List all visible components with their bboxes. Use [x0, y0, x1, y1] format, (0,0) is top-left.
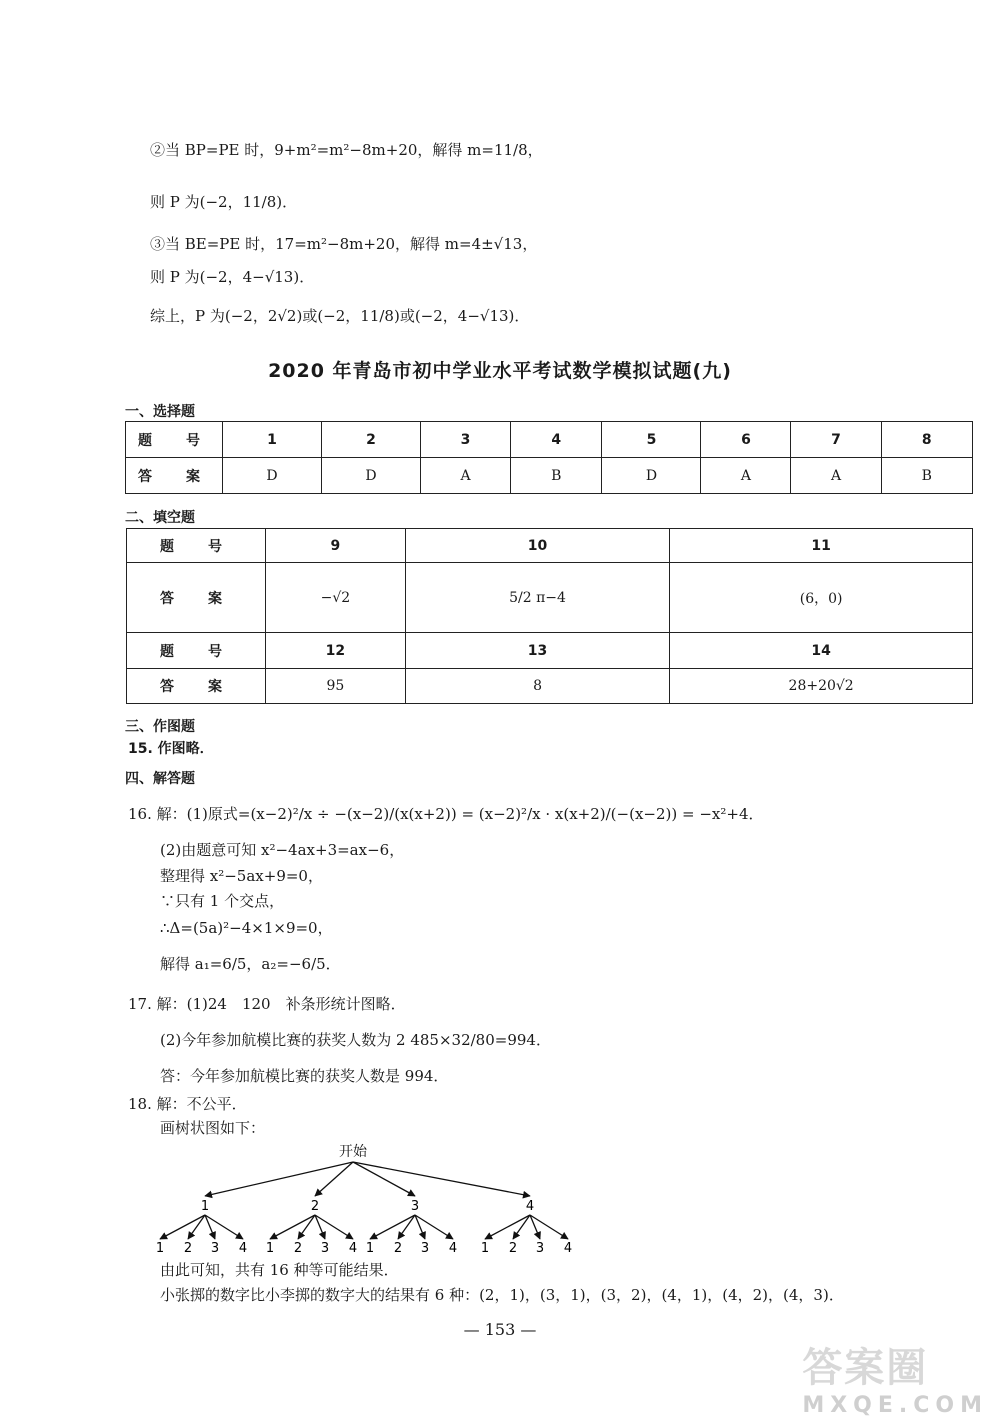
tree-node-level2: 4	[563, 1241, 573, 1256]
page-number: — 153 —	[463, 1320, 537, 1339]
answer-cell: A	[791, 458, 881, 494]
question-number: 11	[670, 529, 973, 563]
text-line: ∵只有 1 个交点，	[160, 892, 285, 910]
answer-cell: D	[223, 458, 322, 494]
watermark-logo	[802, 1336, 988, 1418]
answer-cell: 95	[266, 669, 406, 704]
tree-branch	[485, 1215, 530, 1239]
tree-branch	[315, 1162, 353, 1196]
row-label: 题 号	[127, 529, 266, 563]
question-number: 7	[791, 422, 881, 458]
answer-cell: 28+20√2	[670, 669, 973, 704]
answer-cell: D	[322, 458, 421, 494]
answer-cell: B	[881, 458, 972, 494]
tree-node-level2: 1	[365, 1241, 375, 1256]
tree-node-level2: 2	[183, 1241, 193, 1256]
tree-branch	[398, 1215, 415, 1239]
section-heading: 四、解答题	[125, 771, 195, 787]
text-line: 则 P 为(−2，4−√13)．	[150, 268, 315, 286]
fill-answer-table	[126, 528, 973, 704]
question-number: 12	[266, 633, 406, 669]
text-line: 答：今年参加航模比赛的获奖人数是 994．	[160, 1067, 449, 1085]
question-15: 15. 作图略．	[128, 741, 214, 757]
row-label: 答 案	[127, 563, 266, 633]
question-17: 17. 解：(1)24 120 补条形统计图略．	[128, 995, 406, 1013]
tree-node-level2: 4	[448, 1241, 458, 1256]
question-number: 6	[701, 422, 791, 458]
tree-node-level1: 2	[310, 1199, 320, 1214]
tree-node-level2: 4	[348, 1241, 358, 1256]
tree-node-level2: 3	[420, 1241, 430, 1256]
tree-node-level1: 4	[525, 1199, 535, 1214]
tree-node-level1: 1	[200, 1199, 210, 1214]
tree-branch	[370, 1215, 415, 1239]
tree-branch	[513, 1215, 530, 1239]
text-line: 画树状图如下：	[160, 1119, 266, 1137]
question-number: 9	[266, 529, 406, 563]
text-line: 整理得 x²−5ax+9=0，	[160, 867, 323, 885]
answer-cell: A	[421, 458, 511, 494]
question-18: 18. 解：不公平．	[128, 1095, 247, 1113]
question-number: 10	[405, 529, 669, 563]
question-number: 3	[421, 422, 511, 458]
question-number: 13	[405, 633, 669, 669]
row-label: 题 号	[127, 633, 266, 669]
text-line: 解得 a₁=6/5，a₂=−6/5．	[160, 955, 341, 973]
tree-node-level2: 1	[480, 1241, 490, 1256]
tree-branch	[353, 1162, 415, 1196]
tree-node-level2: 1	[155, 1241, 165, 1256]
text-line: 小张掷的数字比小李掷的数字大的结果有 6 种：(2，1)，(3，1)，(3，2)，(4，1)，(4，2)，(4，3)．	[160, 1286, 844, 1304]
question-number: 1	[223, 422, 322, 458]
question-number: 8	[881, 422, 972, 458]
answer-cell: 8	[405, 669, 669, 704]
tree-branch	[298, 1215, 315, 1239]
text-line: 则 P 为(−2，11/8)．	[150, 193, 298, 211]
tree-diagram	[130, 1140, 590, 1260]
tree-branch	[353, 1162, 530, 1196]
tree-node-level2: 2	[508, 1241, 518, 1256]
tree-branch	[188, 1215, 205, 1239]
question-number: 4	[511, 422, 602, 458]
tree-node-level2: 2	[293, 1241, 303, 1256]
tree-node-level2: 4	[238, 1241, 248, 1256]
question-16: 16. 解：(1)原式=(x−2)²/x ÷ −(x−2)/(x(x+2)) = (x−2)²/x · x(x+2)/(−(x−2)) = −x²+4．	[128, 805, 764, 823]
tree-node-level2: 3	[210, 1241, 220, 1256]
answer-cell: −√2	[266, 563, 406, 633]
answer-cell: B	[511, 458, 602, 494]
text-line: 综上，P 为(−2，2√2)或(−2，11/8)或(−2，4−√13)．	[150, 307, 530, 325]
tree-branch	[270, 1215, 315, 1239]
text-line: (2)由题意可知 x²−4ax+3=ax−6，	[160, 841, 405, 859]
row-label: 答 案	[126, 458, 223, 494]
tree-root: 开始	[339, 1144, 367, 1160]
choice-answer-table	[125, 421, 973, 494]
watermark-url: MXQE.COM	[802, 1393, 988, 1418]
page-title: 2020 年青岛市初中学业水平考试数学模拟试题(九)	[268, 360, 732, 382]
tree-node-level2: 3	[535, 1241, 545, 1256]
row-label: 答 案	[127, 669, 266, 704]
tree-node-level2: 1	[265, 1241, 275, 1256]
tree-node-level1: 3	[410, 1199, 420, 1214]
text-line: ∴Δ=(5a)²−4×1×9=0，	[160, 919, 333, 937]
answer-cell: 5/2 π−4	[405, 563, 669, 633]
section-heading: 三、作图题	[125, 719, 195, 735]
section-heading: 二、填空题	[125, 510, 195, 526]
text-line: ③当 BE=PE 时，17=m²−8m+20，解得 m=4±√13，	[150, 235, 538, 253]
answer-cell: D	[602, 458, 701, 494]
tree-branch	[205, 1162, 353, 1196]
text-line: 由此可知，共有 16 种等可能结果．	[160, 1261, 399, 1279]
text-line: (2)今年参加航模比赛的获奖人数为 2 485×32/80=994．	[160, 1031, 551, 1049]
question-number: 14	[670, 633, 973, 669]
tree-node-level2: 2	[393, 1241, 403, 1256]
text-line: ②当 BP=PE 时，9+m²=m²−8m+20，解得 m=11/8，	[150, 141, 543, 159]
answer-cell: (6，0)	[670, 563, 973, 633]
tree-branch	[160, 1215, 205, 1239]
question-number: 5	[602, 422, 701, 458]
tree-node-level2: 3	[320, 1241, 330, 1256]
section-heading: 一、选择题	[125, 404, 195, 420]
question-number: 2	[322, 422, 421, 458]
row-label: 题 号	[126, 422, 223, 458]
watermark-text: 答案圈	[802, 1345, 929, 1391]
answer-cell: A	[701, 458, 791, 494]
